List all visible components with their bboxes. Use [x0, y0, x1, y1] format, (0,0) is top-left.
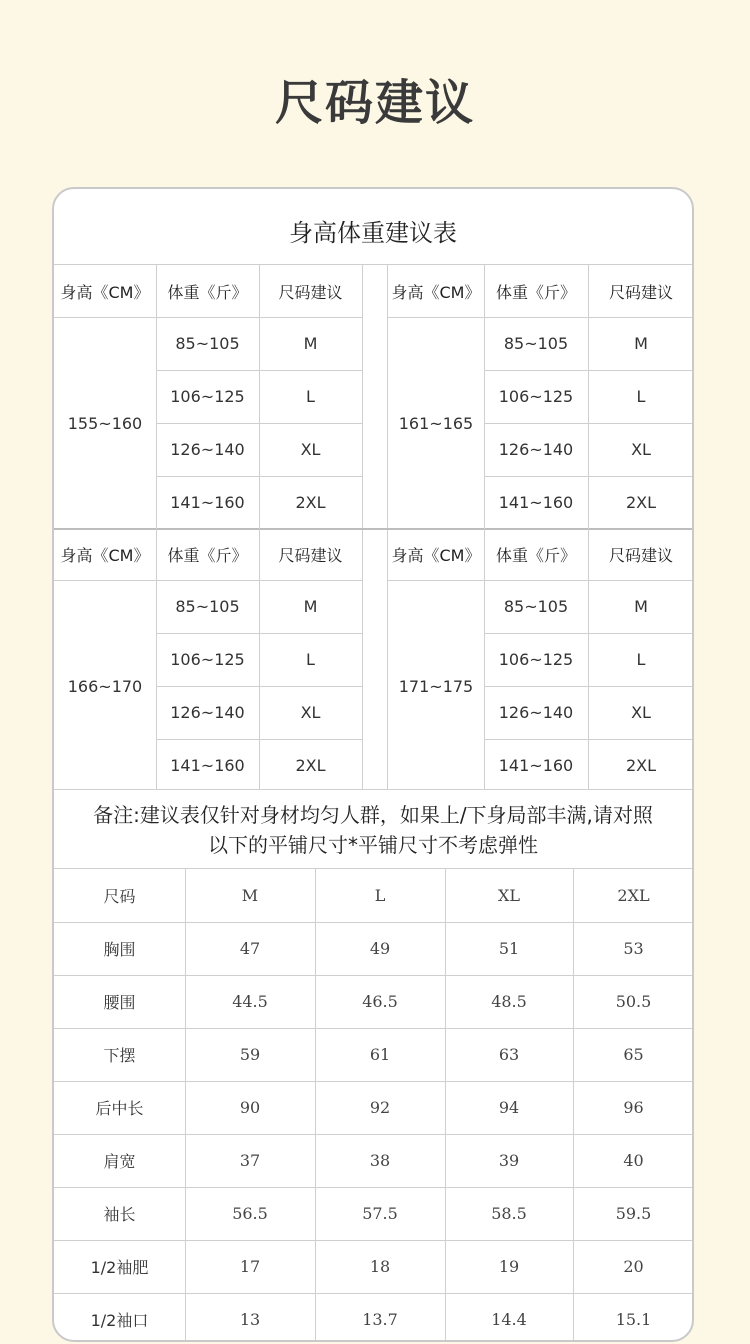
measure-value-cell: 59: [239, 1045, 261, 1064]
measure-value-cell: 63: [498, 1045, 520, 1064]
table-header-cell: 身高《CM》: [391, 282, 481, 302]
weight-range-cell: 106~125: [170, 650, 245, 669]
table-header-cell: 体重《斤》: [495, 282, 576, 302]
weight-range-cell: 85~105: [503, 334, 569, 353]
measure-value-cell: 51: [498, 939, 520, 958]
grid-line: [54, 789, 694, 790]
grid-line: [588, 265, 589, 789]
size-suggestion-cell: M: [634, 334, 648, 353]
size-suggestion-cell: M: [634, 597, 648, 616]
size-suggestion-cell: L: [306, 650, 315, 669]
size-suggestion-cell: 2XL: [625, 756, 657, 775]
size-suggestion-cell: XL: [300, 440, 321, 459]
measure-value-cell: 47: [239, 939, 261, 958]
size-suggestion-cell: M: [303, 334, 318, 353]
grid-line: [484, 686, 694, 687]
measure-value-cell: 37: [239, 1151, 261, 1170]
size-suggestion-cell: M: [303, 597, 318, 616]
grid-line: [484, 633, 694, 634]
measure-value-cell: 13.7: [362, 1310, 398, 1329]
measure-value-cell: 18: [369, 1257, 391, 1276]
grid-line: [484, 265, 485, 789]
size-suggestion-cell: 2XL: [295, 493, 326, 512]
measure-value-cell: 59.5: [615, 1204, 652, 1223]
weight-range-cell: 141~160: [498, 756, 574, 775]
table-header-cell: 体重《斤》: [167, 545, 248, 565]
measure-value-cell: 38: [369, 1151, 391, 1170]
weight-range-cell: 141~160: [498, 493, 574, 512]
measure-value-cell: 65: [623, 1045, 644, 1064]
size-suggestion-cell: XL: [631, 703, 651, 722]
grid-line: [259, 265, 260, 789]
table-header-cell: 尺码建议: [608, 545, 673, 565]
table-header-cell: 身高《CM》: [60, 282, 150, 302]
measure-header-cell: L: [374, 886, 386, 905]
measure-value-cell: 15.1: [615, 1310, 652, 1329]
table-header-cell: 身高《CM》: [391, 545, 481, 565]
weight-range-cell: 106~125: [498, 650, 574, 669]
grid-line: [484, 423, 694, 424]
grid-line: [315, 869, 316, 1342]
measure-value-cell: 46.5: [362, 992, 398, 1011]
measure-row-label: 1/2袖口: [90, 1311, 149, 1330]
table-header-cell: 尺码建议: [278, 545, 343, 565]
measure-value-cell: 94: [498, 1098, 520, 1117]
measure-value-cell: 19: [498, 1257, 520, 1276]
size-suggestion-cell: 2XL: [625, 493, 657, 512]
measure-value-cell: 17: [239, 1257, 261, 1276]
table-header-cell: 身高《CM》: [60, 545, 150, 565]
measure-row-label: 下摆: [103, 1046, 136, 1065]
measure-header-cell: XL: [497, 886, 520, 905]
weight-range-cell: 126~140: [498, 703, 574, 722]
grid-line: [445, 869, 446, 1342]
grid-line: [388, 317, 694, 318]
size-suggestion-cell: L: [306, 387, 315, 406]
weight-range-cell: 106~125: [170, 387, 245, 406]
measure-value-cell: 56.5: [232, 1204, 268, 1223]
measure-value-cell: 20: [623, 1257, 644, 1276]
table-header-cell: 体重《斤》: [495, 545, 576, 565]
grid-line: [484, 370, 694, 371]
weight-range-cell: 141~160: [170, 756, 245, 775]
measure-value-cell: 44.5: [232, 992, 268, 1011]
measure-row-label: 袖长: [103, 1205, 136, 1224]
size-chart-subtitle: 身高体重建议表: [289, 219, 457, 247]
size-suggestion-cell: L: [636, 387, 646, 406]
weight-range-cell: 85~105: [503, 597, 569, 616]
measure-value-cell: 58.5: [491, 1204, 527, 1223]
height-range-cell: 171~175: [398, 676, 474, 696]
measure-row-label: 后中长: [95, 1099, 144, 1118]
grid-line: [484, 476, 694, 477]
weight-range-cell: 126~140: [170, 440, 245, 459]
measure-value-cell: 40: [623, 1151, 644, 1170]
size-suggestion-cell: L: [636, 650, 646, 669]
weight-range-cell: 106~125: [498, 387, 574, 406]
grid-line: [54, 264, 694, 265]
weight-range-cell: 85~105: [175, 334, 240, 353]
size-note: [54, 791, 692, 869]
height-range-cell: 155~160: [67, 413, 143, 433]
measure-value-cell: 61: [369, 1045, 391, 1064]
measure-row-label: 1/2袖肥: [90, 1258, 149, 1277]
measure-value-cell: 53: [623, 939, 644, 958]
table-gap-column: [362, 265, 388, 789]
table-header-cell: 尺码建议: [608, 282, 673, 302]
grid-line: [388, 580, 694, 581]
size-note-line-2: 以下的平铺尺寸*平铺尺寸不考虑弹性: [208, 833, 538, 857]
measure-value-cell: 13: [239, 1310, 261, 1329]
grid-line: [54, 580, 362, 581]
grid-line: [54, 528, 694, 530]
size-note-line-1: 备注:建议表仅针对身材均匀人群，如果上/下身局部丰满,请对照: [93, 803, 653, 827]
size-suggestion-cell: XL: [631, 440, 651, 459]
height-range-cell: 161~165: [398, 413, 474, 433]
grid-line: [54, 317, 362, 318]
weight-range-cell: 141~160: [170, 493, 245, 512]
measure-header-cell: 2XL: [617, 886, 650, 905]
height-range-cell: 166~170: [67, 676, 143, 696]
size-suggestion-cell: 2XL: [295, 756, 326, 775]
table-header-cell: 体重《斤》: [167, 282, 248, 302]
weight-range-cell: 126~140: [170, 703, 245, 722]
measure-value-cell: 90: [239, 1098, 261, 1117]
grid-line: [156, 265, 157, 789]
measure-value-cell: 92: [369, 1098, 391, 1117]
measure-row-label: 胸围: [103, 940, 136, 959]
measure-value-cell: 39: [498, 1151, 520, 1170]
measure-row-label: 肩宽: [103, 1152, 136, 1171]
measure-row-label: 腰围: [103, 993, 136, 1012]
size-chart-card: [52, 187, 694, 1342]
weight-range-cell: 85~105: [175, 597, 240, 616]
measure-value-cell: 49: [369, 939, 391, 958]
measure-header-cell: 尺码: [103, 887, 136, 906]
measure-header-cell: M: [241, 886, 259, 905]
measure-value-cell: 14.4: [491, 1310, 527, 1329]
table-header-cell: 尺码建议: [278, 282, 343, 302]
measure-value-cell: 57.5: [362, 1204, 398, 1223]
grid-line: [573, 869, 574, 1342]
measure-value-cell: 48.5: [491, 992, 527, 1011]
size-suggestion-cell: XL: [300, 703, 321, 722]
measure-value-cell: 50.5: [615, 992, 652, 1011]
weight-range-cell: 126~140: [498, 440, 574, 459]
grid-line: [185, 869, 186, 1342]
page-title: 尺码建议: [274, 75, 475, 131]
grid-line: [484, 739, 694, 740]
measure-value-cell: 96: [623, 1098, 644, 1117]
